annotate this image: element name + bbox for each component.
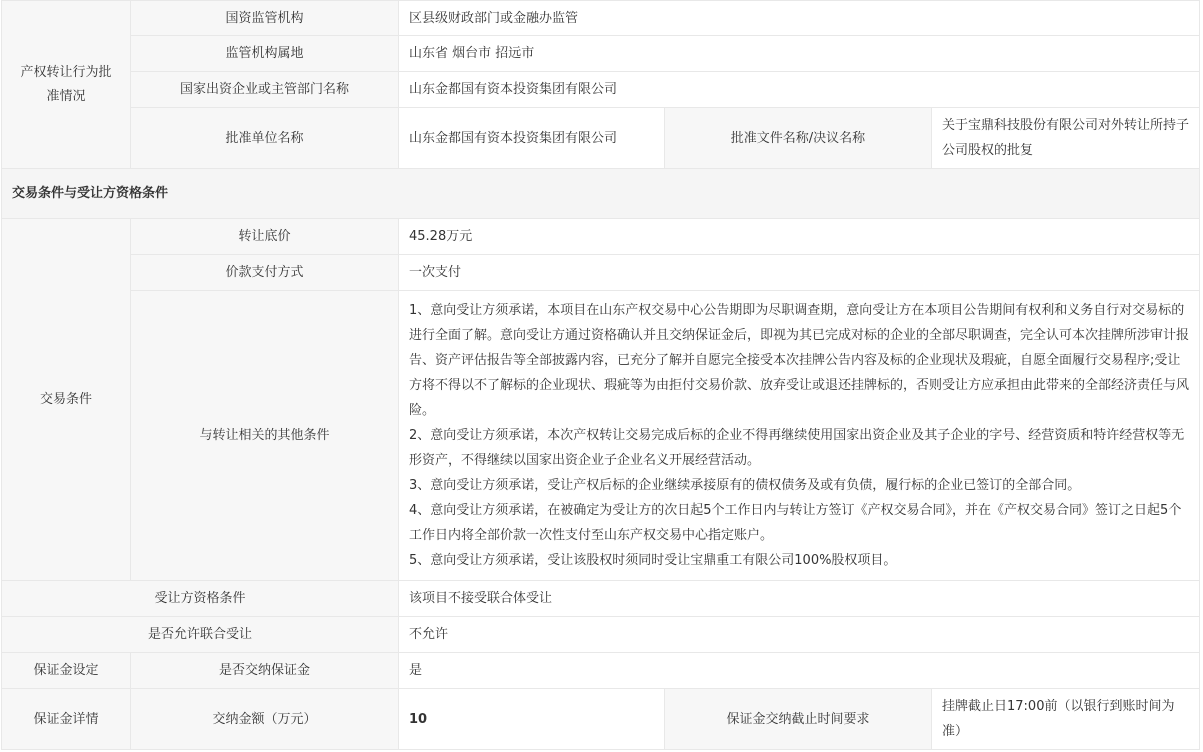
table-row bbox=[2, 689, 1200, 750]
approver-value: 山东金都国有资本投资集团有限公司 bbox=[399, 108, 665, 169]
payment-method-value: 一次支付 bbox=[399, 255, 1200, 291]
deposit-group-label: 保证金设定 bbox=[2, 653, 131, 689]
table-row bbox=[2, 255, 1200, 291]
deposit-amount-label: 交纳金额（万元） bbox=[131, 689, 399, 750]
project-info-panel bbox=[1, 0, 1199, 750]
deposit-required-label: 是否交纳保证金 bbox=[131, 653, 399, 689]
other-conditions-value bbox=[399, 291, 1200, 581]
condition-item: 3、意向受让方须承诺，受让产权后标的企业继续承接原有的债权债务及或有负债，履行标的企业已签订的全部合同。 bbox=[409, 478, 1081, 493]
table-row bbox=[2, 219, 1200, 255]
table-row bbox=[2, 108, 1200, 169]
consortium-value: 不允许 bbox=[399, 617, 1200, 653]
base-price-value: 45.28万元 bbox=[399, 219, 1200, 255]
approver-label: 批准单位名称 bbox=[131, 108, 399, 169]
deposit-deadline-value: 挂牌截止日17:00前（以银行到账时间为准） bbox=[932, 689, 1200, 750]
table-row bbox=[2, 169, 1200, 219]
parent-org-value: 山东金都国有资本投资集团有限公司 bbox=[399, 72, 1200, 108]
consortium-label: 是否允许联合受让 bbox=[2, 617, 399, 653]
deposit-required-value: 是 bbox=[399, 653, 1200, 689]
deposit-deadline-label: 保证金交纳截止时间要求 bbox=[665, 689, 932, 750]
base-price-label: 转让底价 bbox=[131, 219, 399, 255]
approval-group-label: 产权转让行为批准情况 bbox=[2, 1, 131, 169]
regulator-location-value: 山东省 烟台市 招远市 bbox=[399, 36, 1200, 72]
condition-item: 4、意向受让方须承诺，在被确定为受让方的次日起5个工作日内与转让方签订《产权交易合同》，并在《产权交易合同》签订之日起5个工作日内将全部价款一次性支付至山东产权交易中心指定账户。 bbox=[409, 503, 1182, 543]
trade-group-label: 交易条件 bbox=[2, 219, 131, 581]
parent-org-label: 国家出资企业或主管部门名称 bbox=[131, 72, 399, 108]
condition-item: 2、意向受让方须承诺，本次产权转让交易完成后标的企业不得再继续使用国家出资企业及其子企业的字号、经营资质和特许经营权等无形资产，不得继续以国家出资企业子企业名义开展经营活动。 bbox=[409, 428, 1185, 468]
regulator-label: 国资监管机构 bbox=[131, 1, 399, 36]
deposit-detail-group-label: 保证金详情 bbox=[2, 689, 131, 750]
approval-doc-label: 批准文件名称/决议名称 bbox=[665, 108, 932, 169]
table-row bbox=[2, 36, 1200, 72]
payment-method-label: 价款支付方式 bbox=[131, 255, 399, 291]
regulator-location-label: 监管机构属地 bbox=[131, 36, 399, 72]
approval-doc-value: 关于宝鼎科技股份有限公司对外转让所持子公司股权的批复 bbox=[932, 108, 1200, 169]
project-info-table bbox=[1, 0, 1200, 750]
table-row bbox=[2, 617, 1200, 653]
table-row bbox=[2, 653, 1200, 689]
qualification-value: 该项目不接受联合体受让 bbox=[399, 581, 1200, 617]
qualification-label: 受让方资格条件 bbox=[2, 581, 399, 617]
table-row bbox=[2, 72, 1200, 108]
condition-item: 5、意向受让方须承诺，受让该股权时须同时受让宝鼎重工有限公司100%股权项目。 bbox=[409, 553, 897, 568]
deposit-amount-value: 10 bbox=[399, 689, 665, 750]
condition-item: 1、意向受让方须承诺，本项目在山东产权交易中心公告期即为尽职调查期，意向受让方在本项目公告期间有权利和义务自行对交易标的进行全面了解。意向受让方通过资格确认并且交纳保证金后，即视为其已完成对标的企业的全部尽职调查，完全认可本次挂牌所涉审计报告、资产评估报告等全部披露内容，已充分了解并自愿完全接受本次挂牌公告内容及标的企业现状及瑕疵，自愿全面履行交易程序;受让方将不得以不了解标的企业现状、瑕疵等为由拒付交易价款、放弃受让或退还挂牌标的，否则受让方应承担由此带来的全部经济责任与风险。 bbox=[409, 303, 1190, 418]
table-row bbox=[2, 1, 1200, 36]
regulator-value: 区县级财政部门或金融办监管 bbox=[399, 1, 1200, 36]
table-row bbox=[2, 581, 1200, 617]
section-title: 交易条件与受让方资格条件 bbox=[2, 169, 1200, 219]
table-row bbox=[2, 291, 1200, 581]
other-conditions-label: 与转让相关的其他条件 bbox=[131, 291, 399, 581]
